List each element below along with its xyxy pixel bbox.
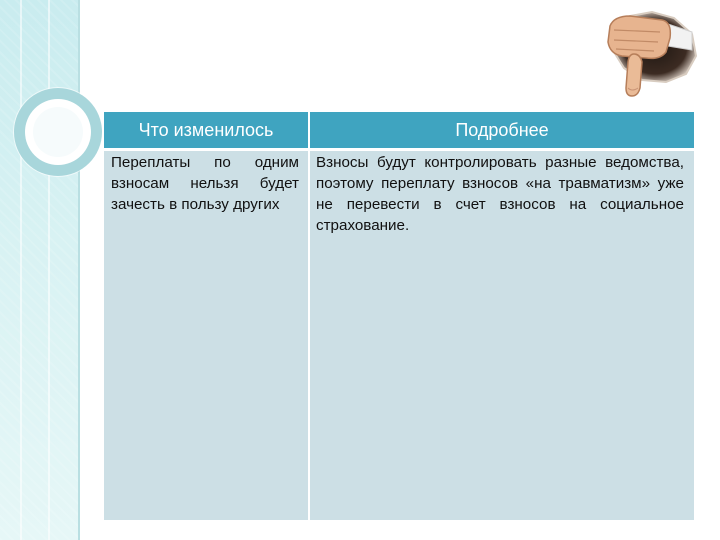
table-cell-what-changed: Переплаты по одним взносам нельзя будет зачесть в пользу других [111, 154, 299, 213]
table-cell-details: Взносы будут контролировать разные ведомства, поэтому переплату взносов «на травматизм» уже не перевести в счет взносов на социальное страхование. [316, 154, 684, 234]
header-details: Подробнее [310, 112, 694, 148]
thumbs-down-hand-icon [600, 6, 704, 98]
band-stripe [20, 0, 22, 540]
band-pattern [0, 0, 78, 540]
header-underline [104, 148, 694, 151]
column-separator [308, 151, 310, 520]
comparison-table [104, 112, 694, 520]
decorative-ring-center [33, 107, 83, 157]
header-what-changed: Что изменилось [104, 112, 308, 148]
left-decorative-band [0, 0, 78, 540]
band-stripe [48, 0, 50, 540]
left-divider-line [78, 0, 80, 540]
